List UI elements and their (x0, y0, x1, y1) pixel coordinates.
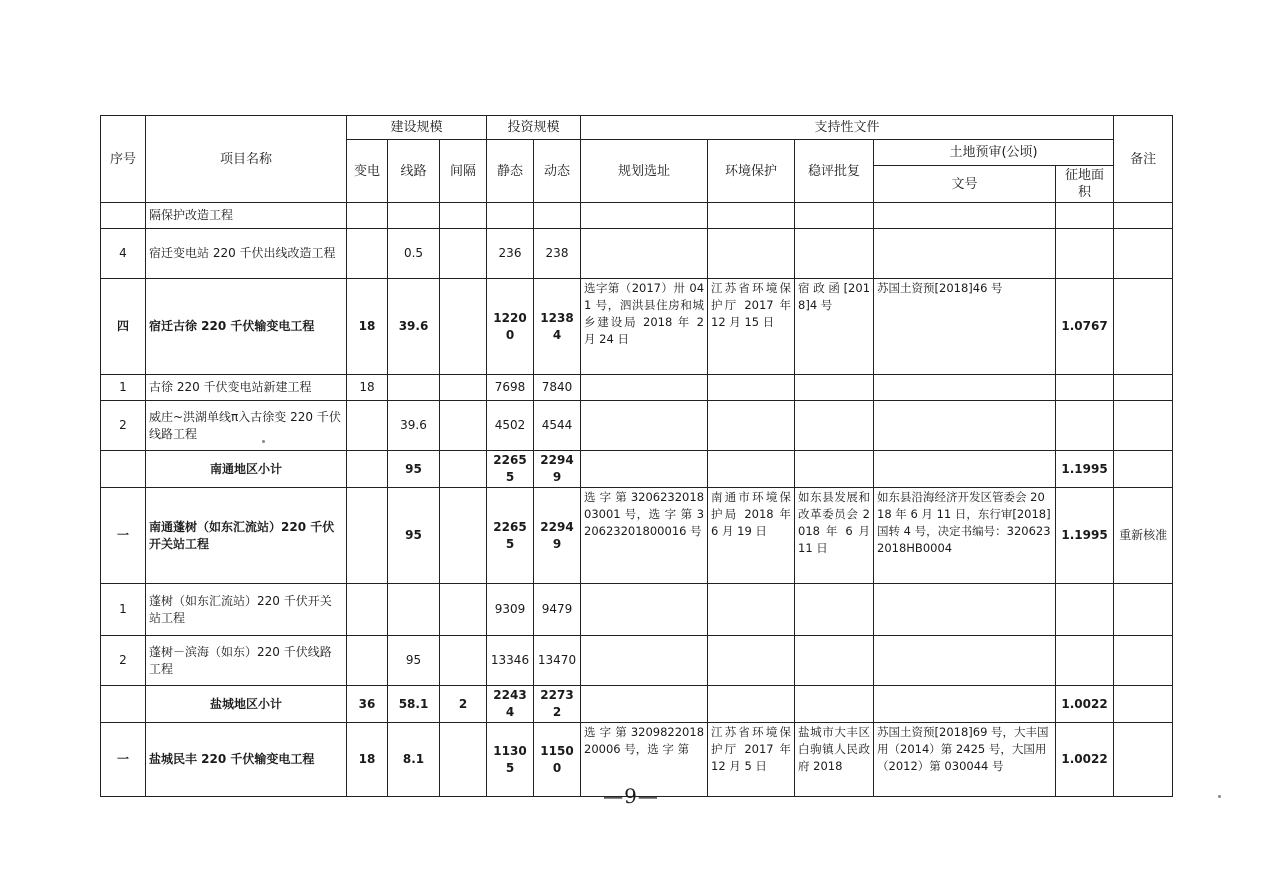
cell-sub: 18 (347, 723, 388, 797)
cell-sub (347, 451, 388, 488)
page-number: —9— (603, 784, 659, 808)
cell-area (1056, 229, 1114, 279)
cell-env: 江苏省环境保护厅 2017 年 12 月 15 日 (708, 279, 795, 375)
table-row (101, 401, 1173, 451)
header-remark: 备注 (1114, 116, 1173, 203)
cell-sub (347, 636, 388, 686)
cell-dynamic: 13470 (534, 636, 581, 686)
cell-static: 22655 (487, 451, 534, 488)
cell-area: 1.1995 (1056, 451, 1114, 488)
cell-doc (874, 229, 1056, 279)
table-row (101, 375, 1173, 401)
cell-plan: 选 字 第 320982201820006 号，选 字 第 (581, 723, 708, 797)
cell-area: 1.0767 (1056, 279, 1114, 375)
cell-dynamic: 11500 (534, 723, 581, 797)
header-dynamic: 动态 (534, 140, 581, 203)
cell-doc (874, 203, 1056, 229)
cell-seq: 1 (101, 584, 146, 636)
cell-plan: 选 字 第 320623201803001 号，选 字 第 320623201800016 号 (581, 488, 708, 584)
cell-env: 南通市环境保护局 2018 年 6 月 19 日 (708, 488, 795, 584)
cell-line: 58.1 (388, 686, 440, 723)
cell-env (708, 451, 795, 488)
cell-dynamic: 22949 (534, 488, 581, 584)
cell-bay (440, 401, 487, 451)
cell-plan (581, 636, 708, 686)
header-line: 线路 (388, 140, 440, 203)
scan-speck (262, 440, 265, 443)
cell-stab: 如东县发展和改革委员会 2018 年 6 月 11 日 (795, 488, 874, 584)
cell-sub: 18 (347, 375, 388, 401)
header-planning: 规划选址 (581, 140, 708, 203)
cell-name: 古徐 220 千伏变电站新建工程 (146, 375, 347, 401)
cell-dynamic: 7840 (534, 375, 581, 401)
cell-plan: 选字第（2017）卅 041 号，泗洪县住房和城乡建设局 2018 年 2 月 24 日 (581, 279, 708, 375)
cell-stab (795, 451, 874, 488)
cell-dynamic: 22732 (534, 686, 581, 723)
header-invest-scale: 投资规模 (487, 116, 581, 140)
cell-seq: 一 (101, 723, 146, 797)
cell-bay (440, 636, 487, 686)
cell-area: 1.0022 (1056, 723, 1114, 797)
cell-env (708, 375, 795, 401)
cell-stab (795, 375, 874, 401)
header-support-docs: 支持性文件 (581, 116, 1114, 140)
cell-sub (347, 488, 388, 584)
header-name: 项目名称 (146, 116, 347, 203)
cell-line: 39.6 (388, 401, 440, 451)
cell-stab (795, 636, 874, 686)
cell-area (1056, 401, 1114, 451)
cell-static: 22655 (487, 488, 534, 584)
cell-name: 蓬树（如东汇流站）220 千伏开关站工程 (146, 584, 347, 636)
cell-bay (440, 488, 487, 584)
cell-stab (795, 203, 874, 229)
header-land-area: 征地面积 (1056, 166, 1114, 203)
cell-static (487, 203, 534, 229)
cell-dynamic: 22949 (534, 451, 581, 488)
cell-remark (1114, 375, 1173, 401)
cell-stab: 宿 政 函 [2018]4 号 (795, 279, 874, 375)
cell-doc (874, 636, 1056, 686)
cell-plan (581, 451, 708, 488)
subtotal-row (101, 451, 1173, 488)
cell-remark (1114, 451, 1173, 488)
cell-env (708, 229, 795, 279)
cell-dynamic (534, 203, 581, 229)
cell-plan (581, 375, 708, 401)
cell-plan (581, 686, 708, 723)
cell-bay (440, 451, 487, 488)
cell-remark (1114, 279, 1173, 375)
cell-doc (874, 451, 1056, 488)
cell-doc: 如东县沿海经济开发区管委会 2018 年 6 月 11 日，东行审[2018] 国转 4 号，决定书编号：3206232018HB0004 (874, 488, 1056, 584)
cell-plan (581, 203, 708, 229)
cell-sub (347, 584, 388, 636)
cell-doc: 苏国土资预[2018]46 号 (874, 279, 1056, 375)
cell-line: 0.5 (388, 229, 440, 279)
cell-env (708, 686, 795, 723)
table-row (101, 488, 1173, 584)
cell-static: 4502 (487, 401, 534, 451)
cell-name: 盐城民丰 220 千伏输变电工程 (146, 723, 347, 797)
cell-line: 95 (388, 636, 440, 686)
table-row (101, 203, 1173, 229)
cell-line (388, 375, 440, 401)
cell-name: 宿迁古徐 220 千伏输变电工程 (146, 279, 347, 375)
header-row-1 (101, 116, 1173, 140)
cell-area (1056, 584, 1114, 636)
table-row (101, 636, 1173, 686)
header-static: 静态 (487, 140, 534, 203)
cell-remark (1114, 229, 1173, 279)
cell-doc: 苏国土资预[2018]69 号，大丰国用（2014）第 2425 号，大国用（2012）第 030044 号 (874, 723, 1056, 797)
cell-doc (874, 584, 1056, 636)
cell-stab (795, 229, 874, 279)
cell-area: 1.0022 (1056, 686, 1114, 723)
cell-line: 8.1 (388, 723, 440, 797)
cell-seq (101, 686, 146, 723)
cell-seq (101, 451, 146, 488)
cell-sub (347, 229, 388, 279)
cell-name: 南通地区小计 (146, 451, 347, 488)
header-seq: 序号 (101, 116, 146, 203)
cell-line (388, 584, 440, 636)
cell-seq: 4 (101, 229, 146, 279)
cell-stab (795, 686, 874, 723)
cell-remark (1114, 686, 1173, 723)
header-bay: 间隔 (440, 140, 487, 203)
cell-bay: 2 (440, 686, 487, 723)
cell-sub: 36 (347, 686, 388, 723)
cell-name: 宿迁变电站 220 千伏出线改造工程 (146, 229, 347, 279)
cell-env: 江苏省环境保护厅 2017 年 12 月 5 日 (708, 723, 795, 797)
cell-static: 13346 (487, 636, 534, 686)
cell-doc (874, 686, 1056, 723)
cell-dynamic: 12384 (534, 279, 581, 375)
cell-plan (581, 229, 708, 279)
cell-seq: 2 (101, 636, 146, 686)
header-substation: 变电 (347, 140, 388, 203)
cell-name: 南通蓬树（如东汇流站）220 千伏开关站工程 (146, 488, 347, 584)
cell-line: 95 (388, 488, 440, 584)
cell-env (708, 636, 795, 686)
cell-env (708, 584, 795, 636)
header-build-scale: 建设规模 (347, 116, 487, 140)
cell-bay (440, 584, 487, 636)
cell-seq: 1 (101, 375, 146, 401)
cell-static: 9309 (487, 584, 534, 636)
cell-remark (1114, 401, 1173, 451)
cell-remark (1114, 584, 1173, 636)
cell-seq: 2 (101, 401, 146, 451)
cell-static: 7698 (487, 375, 534, 401)
cell-doc (874, 375, 1056, 401)
cell-remark: 重新核准 (1114, 488, 1173, 584)
cell-plan (581, 401, 708, 451)
cell-env (708, 401, 795, 451)
header-land: 土地预审(公顷) (874, 140, 1114, 166)
scan-speck (1218, 795, 1221, 798)
cell-area: 1.1995 (1056, 488, 1114, 584)
cell-plan (581, 584, 708, 636)
subtotal-row (101, 686, 1173, 723)
cell-bay (440, 229, 487, 279)
cell-bay (440, 203, 487, 229)
cell-bay (440, 375, 487, 401)
cell-area (1056, 203, 1114, 229)
cell-line: 95 (388, 451, 440, 488)
cell-remark (1114, 203, 1173, 229)
cell-seq: 一 (101, 488, 146, 584)
cell-stab (795, 401, 874, 451)
cell-name: 蓬树－滨海（如东）220 千伏线路工程 (146, 636, 347, 686)
cell-env (708, 203, 795, 229)
cell-dynamic: 4544 (534, 401, 581, 451)
cell-dynamic: 9479 (534, 584, 581, 636)
table-row (101, 279, 1173, 375)
cell-dynamic: 238 (534, 229, 581, 279)
cell-line: 39.6 (388, 279, 440, 375)
cell-static: 22434 (487, 686, 534, 723)
cell-static: 11305 (487, 723, 534, 797)
cell-sub: 18 (347, 279, 388, 375)
table-row (101, 584, 1173, 636)
cell-doc (874, 401, 1056, 451)
cell-sub (347, 203, 388, 229)
cell-name: 隔保护改造工程 (146, 203, 347, 229)
header-env: 环境保护 (708, 140, 795, 203)
cell-area (1056, 636, 1114, 686)
cell-seq (101, 203, 146, 229)
project-table (100, 115, 1173, 797)
cell-seq: 四 (101, 279, 146, 375)
cell-sub (347, 401, 388, 451)
cell-stab (795, 584, 874, 636)
cell-area (1056, 375, 1114, 401)
cell-name: 威庄~洪湖单线π入古徐变 220 千伏线路工程 (146, 401, 347, 451)
cell-bay (440, 279, 487, 375)
cell-static: 12200 (487, 279, 534, 375)
cell-remark (1114, 636, 1173, 686)
cell-static: 236 (487, 229, 534, 279)
cell-stab: 盐城市大丰区白驹镇人民政府 2018 (795, 723, 874, 797)
header-doc-no: 文号 (874, 166, 1056, 203)
cell-line (388, 203, 440, 229)
cell-name: 盐城地区小计 (146, 686, 347, 723)
header-stability: 稳评批复 (795, 140, 874, 203)
table-row (101, 229, 1173, 279)
